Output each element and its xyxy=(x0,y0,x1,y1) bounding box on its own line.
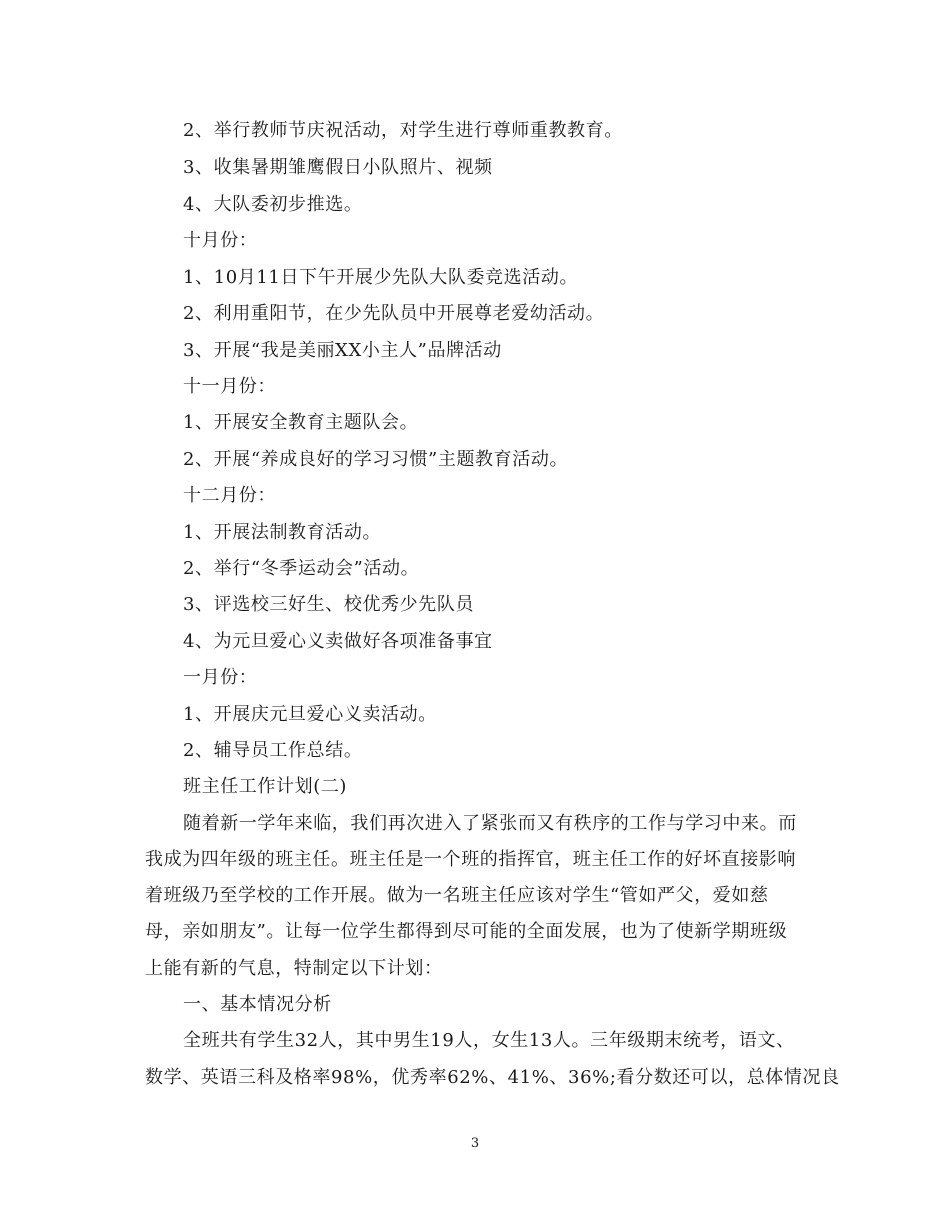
text-line: 4、大队委初步推选。 xyxy=(183,194,363,215)
text-line: 2、辅导员工作总结。 xyxy=(183,740,363,761)
text-line: 2、举行教师节庆祝活动，对学生进行尊师重教教育。 xyxy=(183,120,623,141)
section-heading: 一月份： xyxy=(183,667,258,688)
text-line: 4、为元旦爱心义卖做好各项准备事宜 xyxy=(183,631,493,652)
section-heading: 十月份： xyxy=(183,230,258,251)
text-line: 3、评选校三好生、校优秀少先队员 xyxy=(183,594,475,615)
paragraph-line: 全班共有学生32人，其中男生19人，女生13人。三年级期末统考，语文、 xyxy=(183,1030,795,1051)
page-number: 3 xyxy=(470,1136,480,1151)
document-subtitle: 班主任工作计划(二) xyxy=(183,776,348,797)
text-line: 1、开展安全教育主题队会。 xyxy=(183,412,419,433)
text-line: 1、开展法制教育活动。 xyxy=(183,522,382,543)
text-line: 1、10月11日下午开展少先队大队委竞选活动。 xyxy=(183,267,579,288)
section-heading: 一、基本情况分析 xyxy=(183,994,332,1015)
text-line: 2、举行“冬季运动会”活动。 xyxy=(183,558,420,579)
paragraph-line: 我成为四年级的班主任。班主任是一个班的指挥官，班主任工作的好坏直接影响 xyxy=(145,849,796,870)
text-line: 1、开展庆元旦爱心义卖活动。 xyxy=(183,704,437,725)
section-heading: 十二月份： xyxy=(183,485,276,506)
text-line: 2、开展“养成良好的学习习惯”主题教育活动。 xyxy=(183,449,569,470)
paragraph-line: 数学、英语三科及格率98%，优秀率62%、41%、36%;看分数还可以，总体情况良 xyxy=(145,1067,840,1088)
text-line: 3、收集暑期雏鹰假日小队照片、视频 xyxy=(183,157,493,178)
paragraph-line: 母，亲如朋友”。让每一位学生都得到尽可能的全面发展，也为了使新学期班级 xyxy=(145,921,788,942)
paragraph-line: 随着新一学年来临，我们再次进入了紧张而又有秩序的工作与学习中来。而 xyxy=(183,813,797,834)
section-heading: 十一月份： xyxy=(183,376,276,397)
text-line: 3、开展“我是美丽XX小主人”品牌活动 xyxy=(183,340,502,361)
paragraph-line: 上能有新的气息，特制定以下计划： xyxy=(145,958,443,979)
text-line: 2、利用重阳节，在少先队员中开展尊老爱幼活动。 xyxy=(183,303,605,324)
paragraph-line: 着班级乃至学校的工作开展。做为一名班主任应该对学生“管如严父，爱如慈 xyxy=(145,885,769,906)
